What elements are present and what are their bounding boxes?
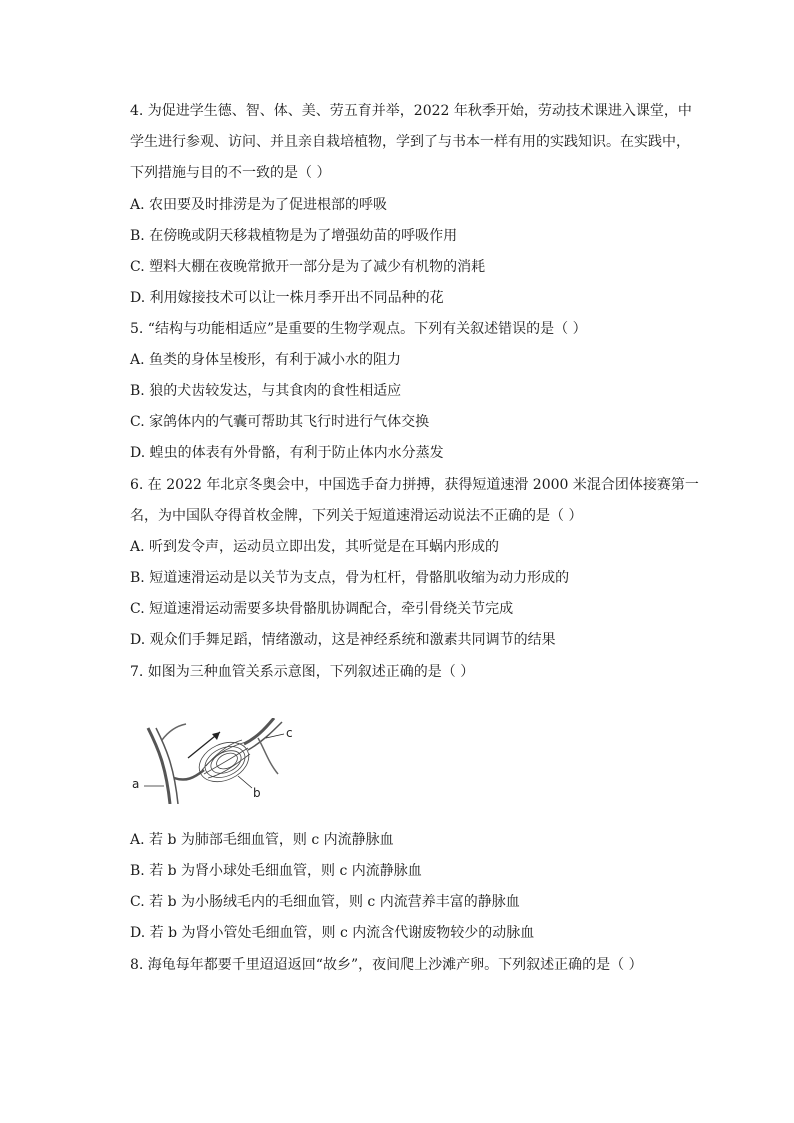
question-4-option-d: D. 利用嫁接技术可以让一株月季开出不同品种的花 bbox=[130, 290, 444, 306]
question-5-option-d: D. 蝗虫的体表有外骨骼，有利于防止体内水分蒸发 bbox=[130, 445, 444, 461]
question-6-stem-line-2: 名，为中国队夺得首枚金牌，下列关于短道速滑运动说法不正确的是（ ） bbox=[130, 508, 583, 524]
question-7-stem: 7. 如图为三种血管关系示意图，下列叙述正确的是（ ） bbox=[130, 664, 475, 680]
question-6-option-a: A. 听到发令声，运动员立即出发，其听觉是在耳蜗内形成的 bbox=[130, 539, 500, 555]
question-6-option-d: D. 观众们手舞足蹈，情绪激动，这是神经系统和激素共同调节的结果 bbox=[130, 632, 556, 648]
question-6-stem-line-1: 6. 在 2022 年北京冬奥会中，中国选手奋力拼搏，获得短道速滑 2000 米混合团体接赛第一 bbox=[130, 477, 699, 493]
question-7-option-a: A. 若 b 为肺部毛细血管，则 c 内流静脉血 bbox=[130, 832, 394, 848]
question-5-option-a: A. 鱼类的身体呈梭形，有利于减小水的阻力 bbox=[130, 352, 402, 368]
question-7-option-b: B. 若 b 为肾小球处毛细血管，则 c 内流静脉血 bbox=[130, 863, 422, 879]
question-4-stem-line-1: 4. 为促进学生德、智、体、美、劳五育并举，2022 年秋季开始，劳动技术课进入课堂，中 bbox=[130, 103, 692, 119]
question-5-option-b: B. 狼的犬齿较发达，与其食肉的食性相适应 bbox=[130, 383, 402, 399]
question-7-option-d: D. 若 b 为肾小管处毛细血管，则 c 内流含代谢废物较少的动脉血 bbox=[130, 925, 535, 941]
question-4-option-c: C. 塑料大棚在夜晚常掀开一部分是为了减少有机物的消耗 bbox=[130, 259, 486, 275]
blood-vessel-illustration bbox=[128, 718, 298, 804]
question-6-option-b: B. 短道速滑运动是以关节为支点，骨为杠杆，骨骼肌收缩为动力形成的 bbox=[130, 570, 570, 586]
question-8-stem: 8. 海龟每年都要千里迢迢返回“故乡”，夜间爬上沙滩产卵。下列叙述正确的是（ ） bbox=[130, 957, 643, 973]
question-5-stem: 5. “结构与功能相适应”是重要的生物学观点。下列有关叙述错误的是（ ） bbox=[130, 321, 587, 337]
blood-vessel-diagram bbox=[128, 718, 298, 804]
question-6-option-c: C. 短道速滑运动需要多块骨骼肌协调配合，牵引骨绕关节完成 bbox=[130, 601, 514, 617]
label-c: c bbox=[286, 726, 293, 740]
question-4-stem-line-2: 学生进行参观、访问、并且亲自栽培植物，学到了与书本一样有用的实践知识。在实践中， bbox=[130, 134, 690, 150]
question-4-stem-line-3: 下列措施与目的不一致的是（ ） bbox=[130, 165, 331, 181]
label-b: b bbox=[253, 786, 261, 800]
question-5-option-c: C. 家鸽体内的气囊可帮助其飞行时进行气体交换 bbox=[130, 414, 430, 430]
question-4-option-b: B. 在傍晚或阴天移栽植物是为了增强幼苗的呼吸作用 bbox=[130, 228, 458, 244]
label-a: a bbox=[132, 777, 140, 791]
question-4-option-a: A. 农田要及时排涝是为了促进根部的呼吸 bbox=[130, 197, 388, 213]
question-7-option-c: C. 若 b 为小肠绒毛内的毛细血管，则 c 内流营养丰富的静脉血 bbox=[130, 894, 520, 910]
